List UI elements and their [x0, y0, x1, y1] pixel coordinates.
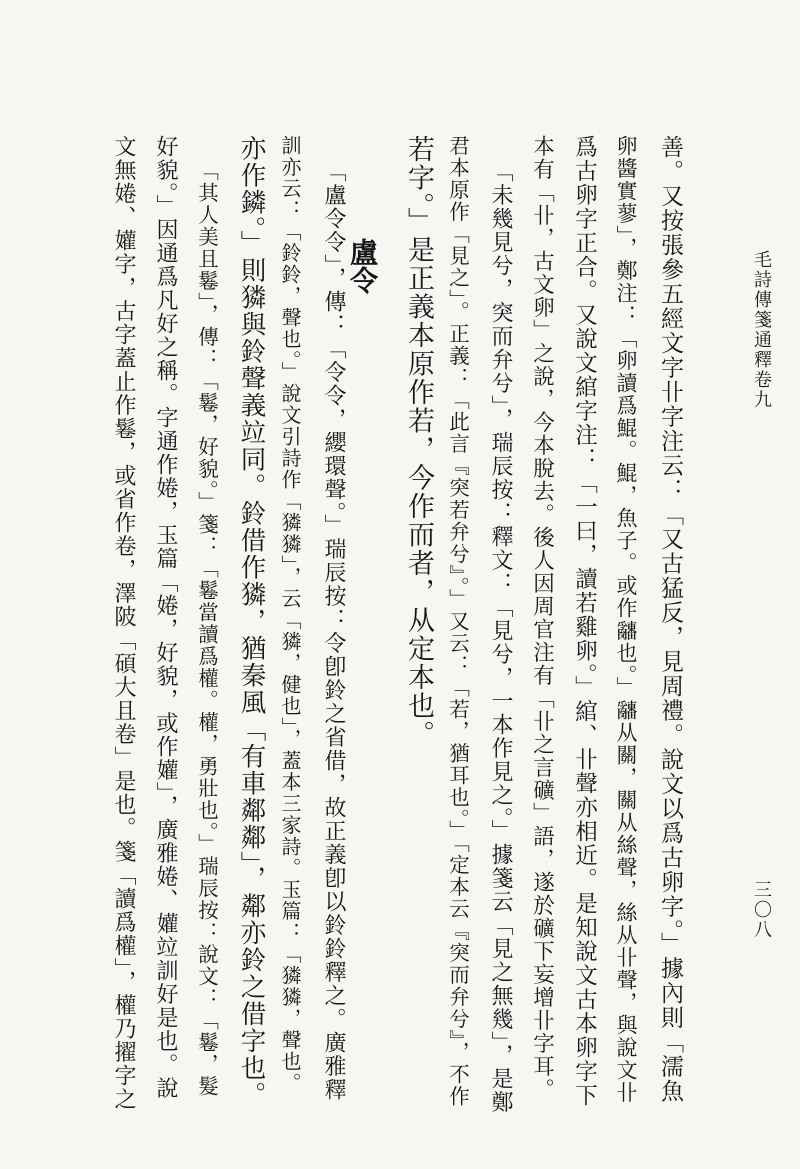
text-column: 「未幾見兮，突而弁兮」，瑞辰按：釋文：「見兮，一本作見之。」據箋云「見之無幾」，是鄭 [488, 160, 513, 1114]
text-column: 「其人美且鬈」，傳：「鬈，好貌。」箋：「鬈當讀爲權。權，勇壯也。」瑞辰按：說文：「鬈，髮 [194, 160, 219, 1098]
book-title: 毛詩傳箋通釋卷九 [751, 250, 772, 410]
page-number: 三〇八 [751, 880, 772, 940]
text-column: 「盧令令」，傳：「令令，纓環聲。」瑞辰按：令卽鈴之省借，故正義卽以鈴鈴釋之。廣雅釋 [321, 160, 346, 1102]
text-column: 善。又按張參五經文字卝字注云：「又古猛反，見周禮。說文以爲古卵字。」據內則「濡魚 [657, 135, 683, 1104]
text-column: 若字。」是正義本原作若，今作而者，从定本也。 [403, 135, 434, 749]
section-heading: 盧令 [346, 238, 379, 294]
text-column: 好貌。」因通爲凡好之稱。字通作婘，玉篇「婘，好貌，或作孉」，廣雅婘、孉竝訓好是也。說 [153, 135, 178, 1100]
text-column: 文無婘、孉字，古字蓋止作鬈，或省作卷，澤陂「碩大且卷」是也。箋「讀爲權」，權乃擢字之 [111, 135, 136, 1111]
text-column: 亦作鏻。」則獜與鈴聲義竝同。鈴借作獜，猶秦風「有車鄰鄰」，鄰亦鈴之借字也。 [236, 135, 267, 1109]
text-column: 卵醬實蓼」，鄭注：「卵讀爲鯤。鯤，魚子。或作𤕌也。」𤕌从關，關从絲聲，絲从卝聲，與說文卝 [614, 135, 638, 1104]
text-column: 本有「卝，古文卵」之說，今本脫去。後人因周官注有「卝之言礦」語，遂於礦下妄增卝字耳。 [529, 135, 555, 1101]
text-column: 爲古卵字正合。又說文綰字注：「一曰，讀若雞卵。」綰、卝聲亦相近。是知說文古本卵字下 [571, 135, 598, 1108]
text-column: 訓亦云：「鈴鈴，聲也。」說文引詩作「獜獜」，云「獜，健也」，蓋本三家詩。玉篇：「獜獜，聲也。 [278, 135, 302, 1094]
text-column: 君本原作「見之」。正義：「此言『突若弁兮』。」又云：「若，猶耳也。」「定本云『突而弁兮』，不作 [445, 135, 470, 1108]
